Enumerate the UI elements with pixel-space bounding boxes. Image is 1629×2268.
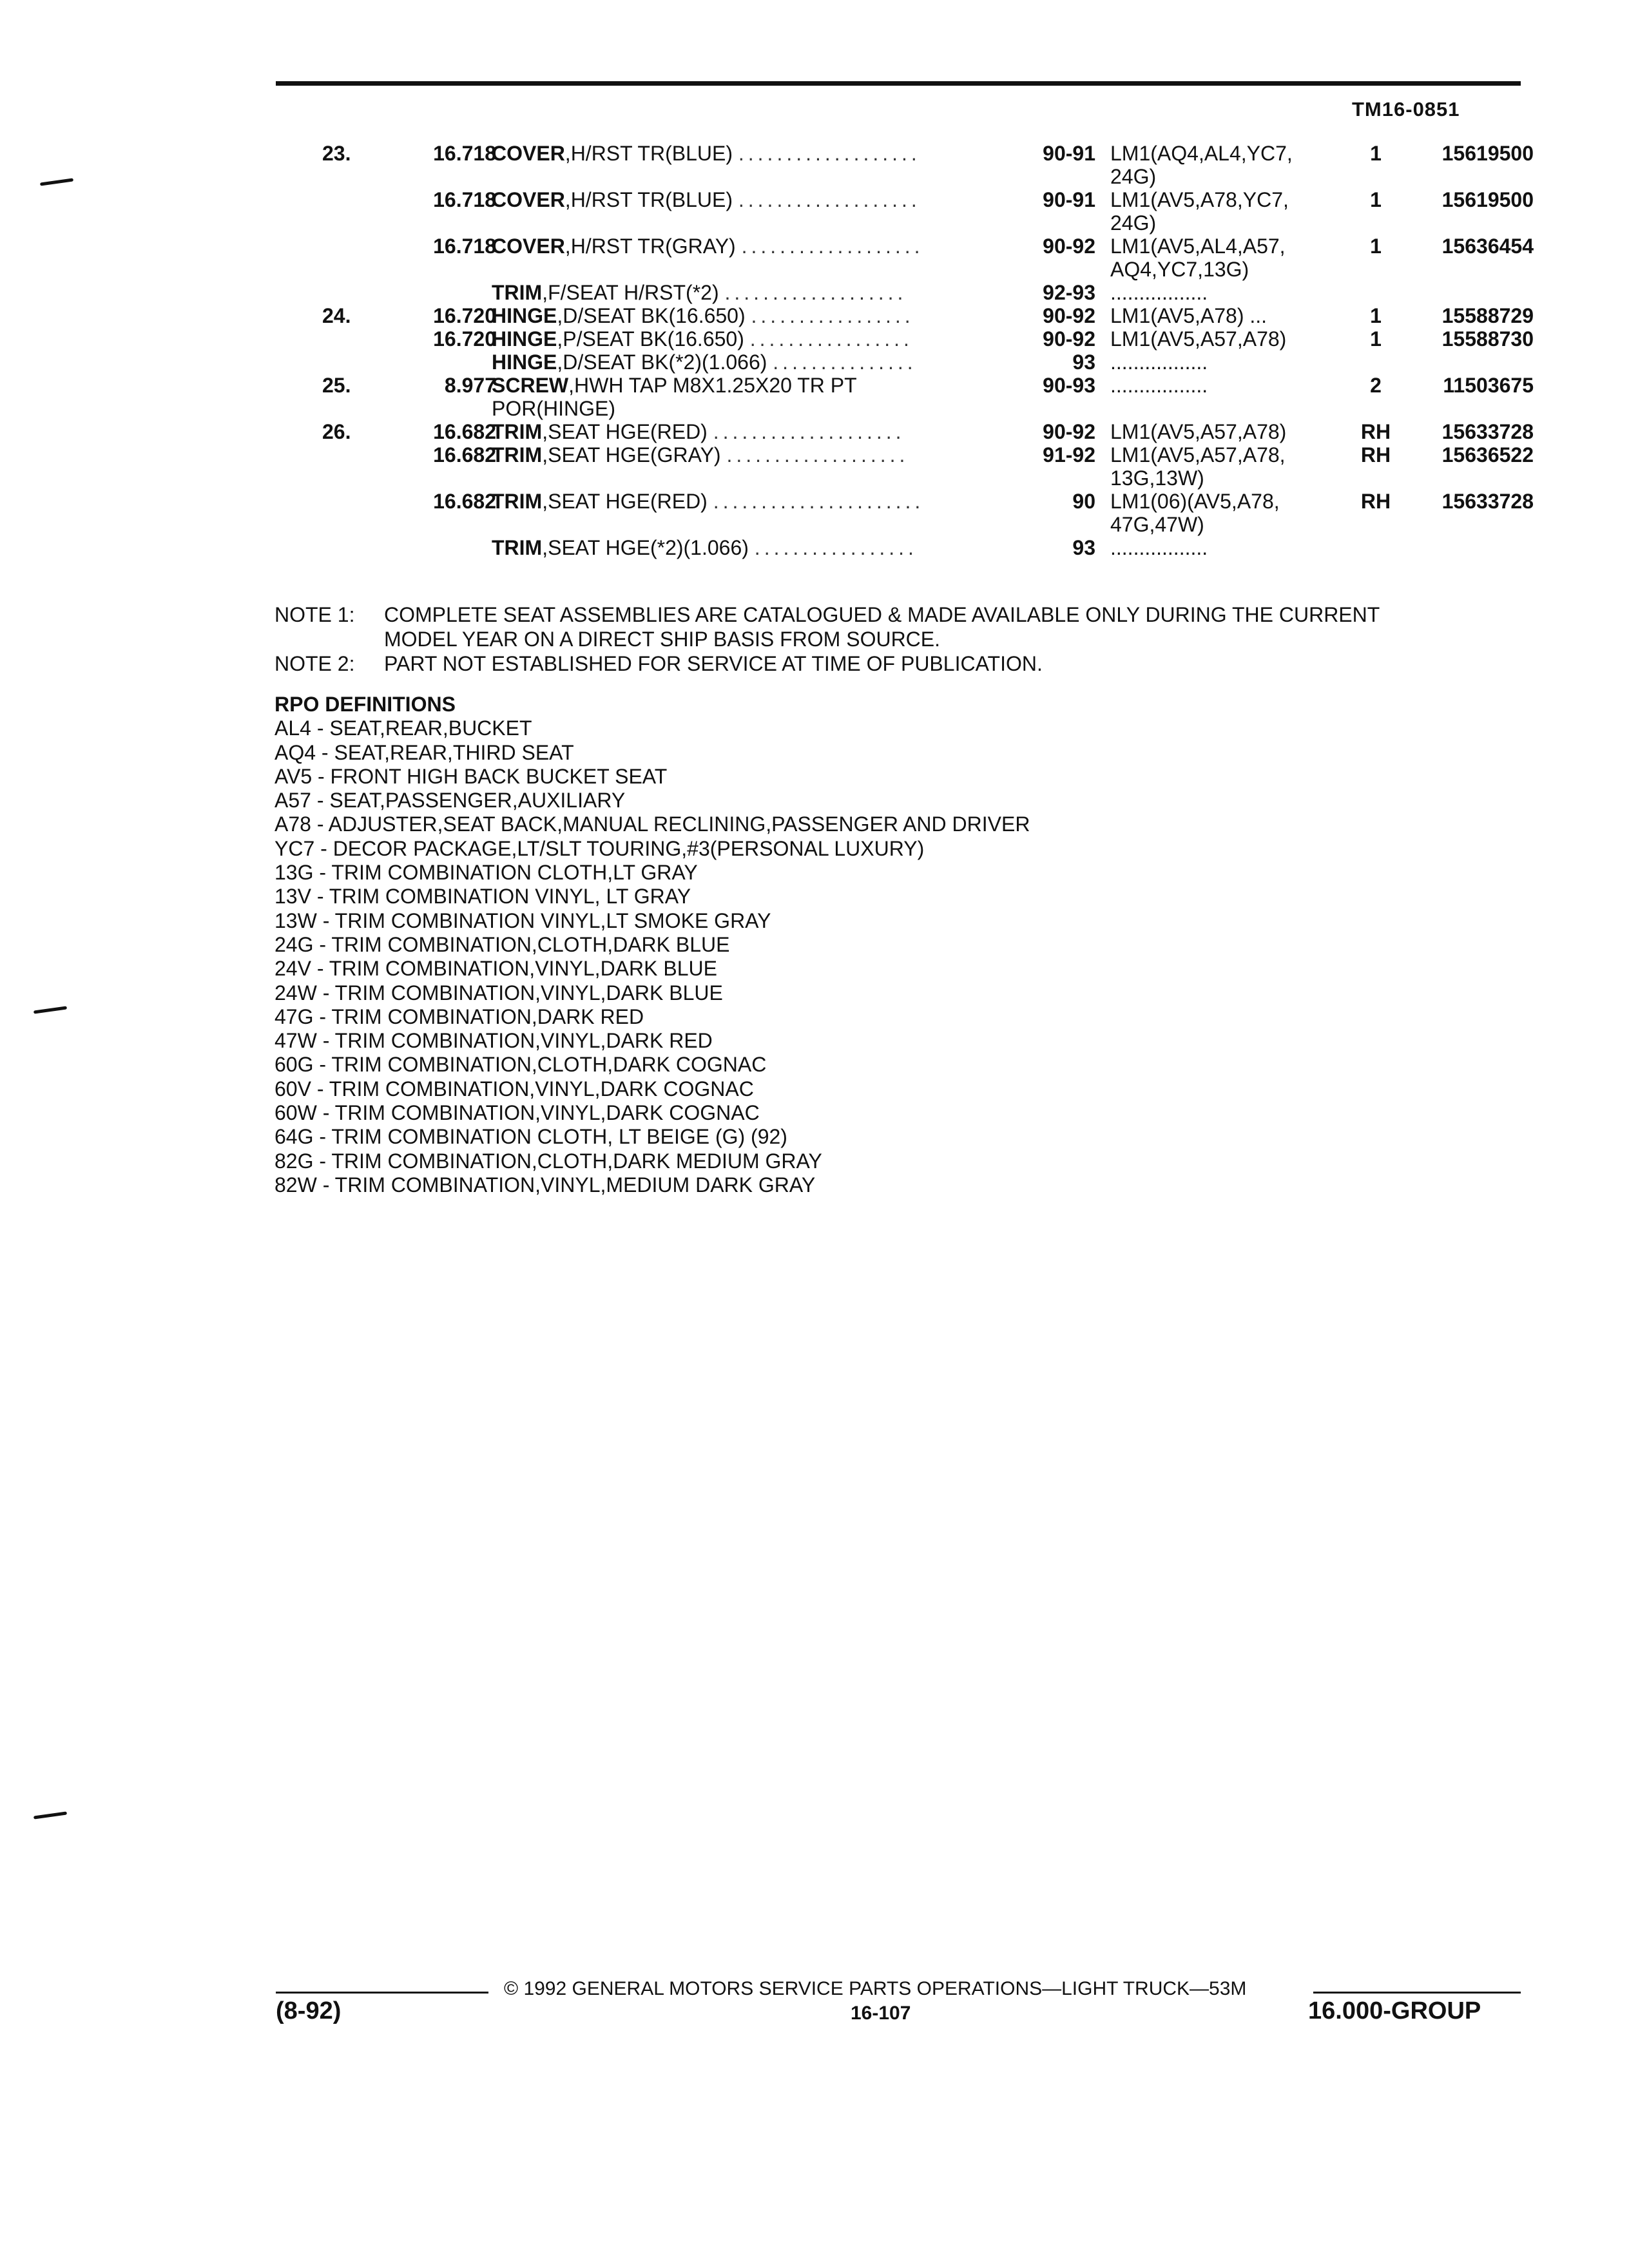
rpo-definition: 24V - TRIM COMBINATION,VINYL,DARK BLUE — [275, 957, 717, 981]
item-number: 25. — [322, 374, 351, 397]
part-description — [492, 327, 1059, 351]
model-years: 90-92 — [1043, 304, 1095, 327]
group-number: 16.720 — [433, 327, 496, 351]
leader-dots: ................... — [724, 281, 907, 304]
footer-rule-right — [1313, 1992, 1521, 1994]
parts-row-continuation — [284, 165, 1527, 188]
rpo-definition: 60V - TRIM COMBINATION,VINYL,DARK COGNAC — [275, 1077, 754, 1100]
parts-row — [284, 188, 1534, 211]
application: ................. — [1110, 281, 1208, 304]
application: LM1(AQ4,AL4,YC7, — [1110, 142, 1293, 165]
rpo-definition: A78 - ADJUSTER,SEAT BACK,MANUAL RECLINING,PASSENGER AND DRIVER — [275, 812, 1030, 836]
model-years: 90 — [1072, 490, 1095, 513]
parts-row — [284, 142, 1534, 165]
part-number: 15619500 — [1441, 188, 1534, 211]
group-number: 16.718 — [433, 142, 496, 165]
part-description — [492, 304, 1059, 327]
group-number: 16.682 — [433, 443, 496, 466]
part-number: 15588730 — [1441, 327, 1534, 351]
rpo-definition: 13G - TRIM COMBINATION CLOTH,LT GRAY — [275, 861, 698, 885]
part-description-continued: POR(HINGE) — [492, 397, 615, 420]
rpo-definition: 24G - TRIM COMBINATION,CLOTH,DARK BLUE — [275, 932, 730, 956]
part-name: COVER — [492, 142, 565, 165]
revision-date: (8-92) — [276, 1997, 342, 2024]
rpo-list — [275, 716, 1030, 1197]
rpo-definition: 60G - TRIM COMBINATION,CLOTH,DARK COGNAC — [275, 1053, 767, 1077]
part-detail: ,SEAT HGE(RED) — [542, 490, 708, 513]
group-number: 8.977 — [444, 374, 496, 397]
leader-dots: ................... — [741, 235, 924, 258]
parts-row — [284, 327, 1534, 351]
part-description — [492, 420, 1059, 443]
application: ................. — [1110, 536, 1208, 559]
part-number: 15636522 — [1441, 443, 1534, 466]
part-detail: ,SEAT HGE(GRAY) — [542, 443, 721, 466]
item-number: 26. — [322, 420, 351, 443]
parts-row — [284, 304, 1534, 327]
group-label: 16.000-GROUP — [1308, 1997, 1481, 2024]
margin-mark — [34, 1006, 67, 1014]
group-number: 16.718 — [433, 235, 496, 258]
part-detail: ,D/SEAT BK(*2)(1.066) — [557, 351, 767, 374]
part-name: TRIM — [492, 420, 543, 443]
model-years: 91-92 — [1043, 443, 1095, 466]
part-number: 15633728 — [1441, 420, 1534, 443]
leader-dots: ................. — [749, 327, 913, 351]
margin-mark — [34, 1811, 67, 1819]
part-name: SCREW — [492, 374, 569, 397]
leader-dots: ............... — [773, 351, 917, 374]
application: LM1(AV5,A57,A78) — [1110, 327, 1287, 351]
document-id: TM16-0851 — [1352, 98, 1460, 120]
part-number: 15619500 — [1441, 142, 1534, 165]
parts-row — [284, 490, 1534, 513]
parts-row-continuation — [284, 513, 1527, 536]
part-description — [492, 188, 1059, 211]
parts-row-continuation — [284, 211, 1527, 235]
parts-row-continuation — [284, 397, 1527, 420]
leader-dots: ...................... — [713, 490, 925, 513]
rpo-definition: 64G - TRIM COMBINATION CLOTH, LT BEIGE (G) (92) — [275, 1125, 787, 1149]
leader-dots: ................. — [751, 304, 914, 327]
model-years: 90-92 — [1043, 327, 1095, 351]
rpo-definition: 82W - TRIM COMBINATION,VINYL,MEDIUM DARK GRAY — [275, 1173, 816, 1196]
model-years: 90-93 — [1043, 374, 1095, 397]
note-label: NOTE 1: — [275, 603, 355, 626]
part-number: 11503675 — [1443, 374, 1534, 397]
quantity: 1 — [1370, 142, 1382, 165]
application-continued: AQ4,YC7,13G) — [1110, 258, 1249, 281]
application: ................. — [1110, 351, 1208, 374]
parts-row-continuation — [284, 466, 1527, 490]
group-number: 16.682 — [433, 490, 496, 513]
group-number: 16.682 — [433, 420, 496, 443]
part-description — [492, 536, 1059, 559]
parts-row — [284, 235, 1534, 258]
parts-row — [284, 443, 1534, 466]
parts-row — [284, 536, 1527, 559]
parts-row — [284, 374, 1534, 397]
application-continued: 47G,47W) — [1110, 513, 1204, 536]
application: LM1(AV5,A78,YC7, — [1110, 188, 1289, 211]
quantity: RH — [1360, 420, 1391, 443]
part-number: 15588729 — [1441, 304, 1534, 327]
part-detail: ,H/RST TR(BLUE) — [564, 188, 733, 211]
part-description — [492, 490, 1059, 513]
model-years: 90-91 — [1043, 188, 1095, 211]
rpo-definition: 13W - TRIM COMBINATION VINYL,LT SMOKE GRAY — [275, 908, 771, 932]
part-detail: ,D/SEAT BK(16.650) — [557, 304, 746, 327]
rpo-definition: A57 - SEAT,PASSENGER,AUXILIARY — [275, 789, 626, 812]
application-continued: 13G,13W) — [1110, 466, 1204, 490]
quantity: 1 — [1370, 188, 1382, 211]
item-number: 23. — [322, 142, 351, 165]
note-label: NOTE 2: — [275, 652, 355, 675]
rpo-definition: 60W - TRIM COMBINATION,VINYL,DARK COGNAC — [275, 1101, 760, 1125]
leader-dots: .................... — [713, 420, 905, 443]
part-name: TRIM — [492, 490, 543, 513]
part-number: 15633728 — [1441, 490, 1534, 513]
part-name: COVER — [492, 188, 565, 211]
note-text: COMPLETE SEAT ASSEMBLIES ARE CATALOGUED & MADE AVAILABLE ONLY DURING THE CURRENT — [384, 603, 1380, 626]
header-rule — [276, 81, 1521, 86]
part-name: COVER — [492, 235, 565, 258]
part-description — [492, 235, 1059, 258]
leader-dots: ................... — [726, 443, 909, 466]
part-detail: ,H/RST TR(BLUE) — [564, 142, 733, 165]
part-description — [492, 443, 1059, 466]
part-description — [492, 281, 1059, 304]
part-detail: ,SEAT HGE(RED) — [542, 420, 708, 443]
application: LM1(06)(AV5,A78, — [1110, 490, 1280, 513]
parts-row — [284, 420, 1534, 443]
part-name: HINGE — [492, 351, 557, 374]
part-name: HINGE — [492, 304, 557, 327]
quantity: RH — [1360, 490, 1391, 513]
rpo-definitions — [275, 693, 1030, 1197]
leader-dots: ................. — [754, 536, 918, 559]
copyright-line: © 1992 GENERAL MOTORS SERVICE PARTS OPERATIONS—LIGHT TRUCK—53M — [504, 1978, 1247, 1999]
model-years: 93 — [1072, 536, 1095, 559]
rpo-definition: AL4 - SEAT,REAR,BUCKET — [275, 716, 532, 740]
application-continued: 24G) — [1110, 211, 1157, 235]
margin-mark — [40, 178, 73, 186]
note-text: MODEL YEAR ON A DIRECT SHIP BASIS FROM SOURCE. — [384, 628, 941, 651]
application: LM1(AV5,A78) ... — [1110, 304, 1268, 327]
rpo-definition: AV5 - FRONT HIGH BACK BUCKET SEAT — [275, 764, 668, 788]
rpo-definition: YC7 - DECOR PACKAGE,LT/SLT TOURING,#3(PERSONAL LUXURY) — [275, 836, 925, 860]
part-number: 15636454 — [1441, 235, 1534, 258]
page-number: 16-107 — [851, 2003, 911, 2024]
application: LM1(AV5,AL4,A57, — [1110, 235, 1286, 258]
quantity: 1 — [1370, 327, 1382, 351]
parts-row — [284, 281, 1527, 304]
part-description — [492, 142, 1059, 165]
part-description — [492, 351, 1059, 374]
item-number: 24. — [322, 304, 351, 327]
group-number: 16.718 — [433, 188, 496, 211]
note-text: PART NOT ESTABLISHED FOR SERVICE AT TIME OF PUBLICATION. — [384, 652, 1043, 675]
quantity: 1 — [1370, 235, 1382, 258]
model-years: 90-91 — [1043, 142, 1095, 165]
quantity: 1 — [1370, 304, 1382, 327]
part-name: TRIM — [492, 536, 543, 559]
application: LM1(AV5,A57,A78) — [1110, 420, 1287, 443]
footer-rule-left — [276, 1992, 488, 1994]
quantity: RH — [1360, 443, 1391, 466]
application-continued: 24G) — [1110, 165, 1157, 188]
leader-dots: ................... — [738, 142, 921, 165]
group-number: 16.720 — [433, 304, 496, 327]
rpo-definition: AQ4 - SEAT,REAR,THIRD SEAT — [275, 740, 574, 764]
rpo-definition: 82G - TRIM COMBINATION,CLOTH,DARK MEDIUM GRAY — [275, 1149, 822, 1173]
rpo-title: RPO DEFINITIONS — [275, 693, 456, 716]
parts-row — [284, 351, 1527, 374]
rpo-definition: 24W - TRIM COMBINATION,VINYL,DARK BLUE — [275, 981, 723, 1004]
quantity: 2 — [1370, 374, 1382, 397]
part-description — [492, 374, 1059, 397]
application: ................. — [1110, 374, 1208, 397]
model-years: 92-93 — [1043, 281, 1095, 304]
model-years: 90-92 — [1043, 235, 1095, 258]
parts-table — [284, 142, 1534, 559]
part-detail: ,SEAT HGE(*2)(1.066) — [542, 536, 749, 559]
part-detail: ,H/RST TR(GRAY) — [564, 235, 736, 258]
model-years: 90-92 — [1043, 420, 1095, 443]
part-detail: ,F/SEAT H/RST(*2) — [542, 281, 719, 304]
rpo-definition: 47G - TRIM COMBINATION,DARK RED — [275, 1004, 644, 1028]
part-detail: ,P/SEAT BK(16.650) — [557, 327, 744, 351]
rpo-definition: 47W - TRIM COMBINATION,VINYL,DARK RED — [275, 1029, 713, 1053]
leader-dots: ................... — [738, 188, 921, 211]
part-name: TRIM — [492, 281, 543, 304]
parts-row-continuation — [284, 258, 1527, 281]
rpo-definition: 13V - TRIM COMBINATION VINYL, LT GRAY — [275, 885, 691, 908]
part-name: HINGE — [492, 327, 557, 351]
model-years: 93 — [1072, 351, 1095, 374]
application: LM1(AV5,A57,A78, — [1110, 443, 1286, 466]
part-detail: ,HWH TAP M8X1.25X20 TR PT — [568, 374, 857, 397]
part-name: TRIM — [492, 443, 543, 466]
